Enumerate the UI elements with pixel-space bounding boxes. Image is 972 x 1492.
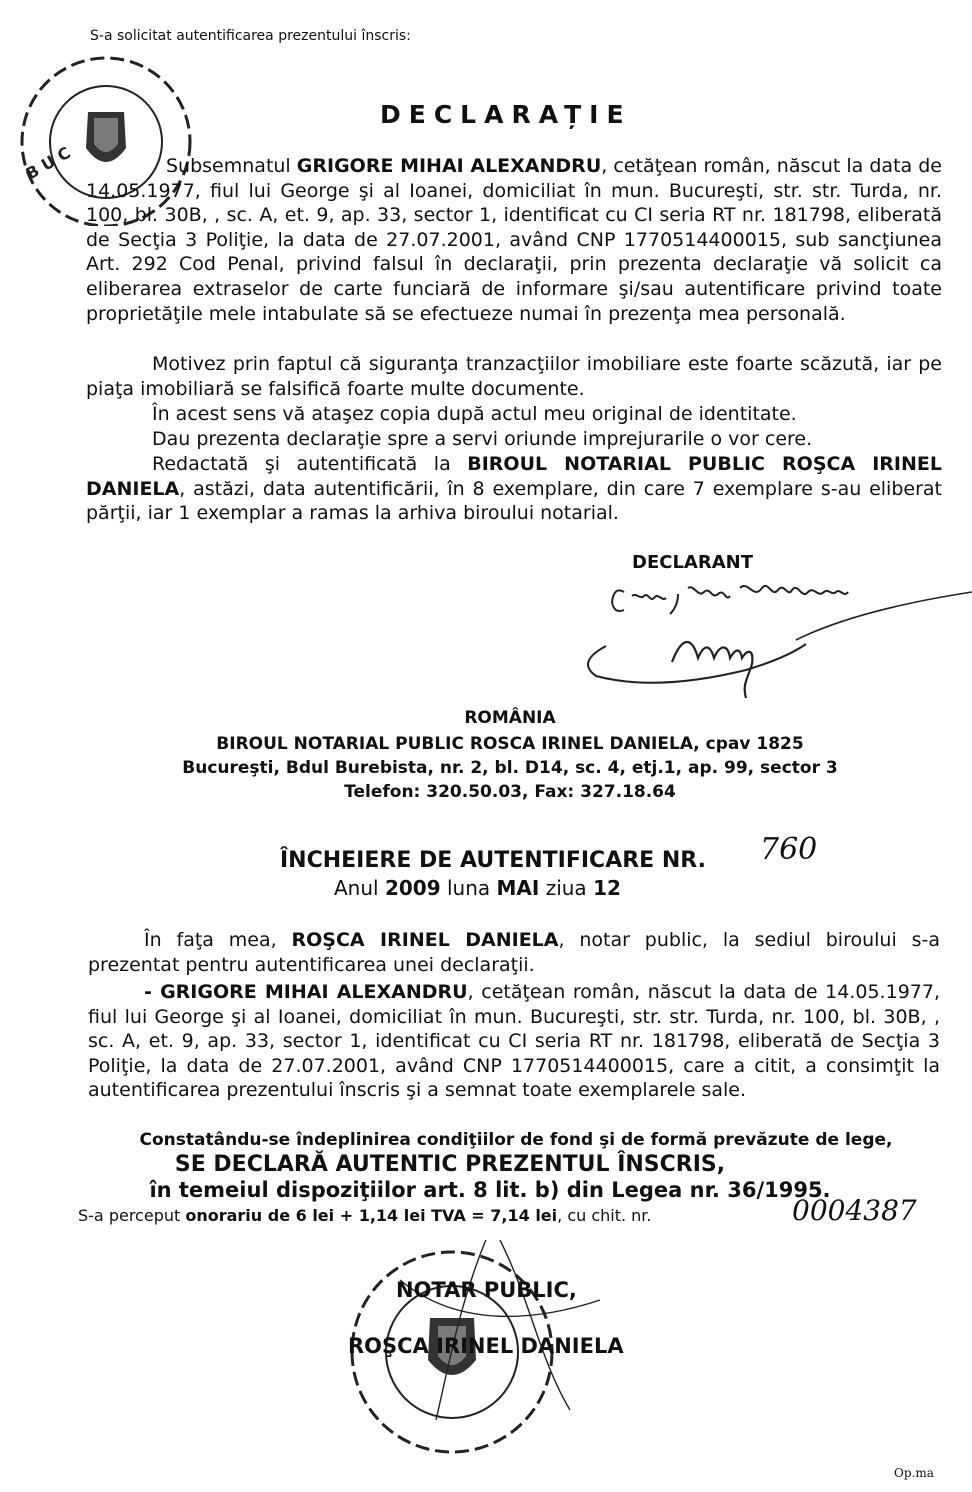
closing-title: ÎNCHEIERE DE AUTENTIFICARE NR. [280, 848, 706, 873]
authenticity-declaration: SE DECLARĂ AUTENTIC PREZENTUL ÎNSCRIS, [174, 1152, 726, 1177]
closing-number-handwritten: 760 [760, 832, 818, 867]
footer-code: Op.ma [894, 1466, 934, 1480]
notary-label: NOTAR PUBLIC, [396, 1278, 577, 1302]
month-value: MAI [496, 876, 540, 900]
declarant-signature [560, 570, 972, 700]
closing-paragraph-2 [88, 980, 940, 1103]
text-fragment: Redactată şi autentificată la [152, 453, 468, 475]
declarant-label: DECLARANT [632, 552, 753, 573]
text-fragment: , notar public, la sediul biroului s-a prezentat pentru autentificarea unei declaraţii. [88, 929, 940, 976]
text-fragment: În faţa mea, [144, 929, 292, 951]
declarant-name-inline: - GRIGORE MIHAI ALEXANDRU [144, 981, 468, 1003]
declaration-paragraph-3: În acest sens vă ataşez copia după actul meu original de identitate. [152, 403, 797, 425]
text-fragment: Subsemnatul [166, 155, 297, 177]
legal-basis: în temeiul dispoziţiilor art. 8 lit. b) din Legea nr. 36/1995. [149, 1178, 831, 1202]
office-address: Bucureşti, Bdul Burebista, nr. 2, bl. D14, sc. 4, etj.1, ap. 99, sector 3 [182, 758, 838, 778]
svg-text:B U C: B U C [22, 142, 74, 184]
notary-name-inline: ROŞCA IRINEL DANIELA [291, 929, 559, 951]
text-fragment: , cetăţean român, născut la data de 14.05.1977, fiul lui George şi al Ioanei, domiciliat în mun. Bucureşti, str. str. Turda, nr. 100, bl. 30B, , sc. A, et. 9, ap. 33, sector 1, identificat cu CI seria RT nr. 181798, eliberată de Secţia 3 Poliţie, la data de 27.07.2001, având CNP 1770514400015, care a citit, a consimţit la autentificarea prezentului înscris şi a semnat toate exemplarele sale. [88, 981, 940, 1102]
declaration-paragraph-2 [86, 352, 942, 401]
declaration-paragraph-1 [86, 154, 942, 326]
request-note: S-a solicitat autentificarea prezentului înscris: [90, 28, 411, 44]
closing-paragraph-1 [88, 928, 940, 977]
day-label: ziua [545, 876, 587, 900]
fee-line [78, 1206, 652, 1225]
closing-date [334, 876, 621, 900]
text-fragment: , cetăţean român, născut la data de 14.05.1977, fiul lui George şi al Ioanei, domiciliat în mun. Bucureşti, str. str. Turda, nr. 100, bl. 30B, , sc. A, et. 9, ap. 33, sector 1, identificat cu CI seria RT nr. 181798, eliberată de Secţia 3 Poliţie, la data de 27.07.2001, având CNP 1770514400015, sub sancţiunea Art. 292 Cod Penal, privind falsul în declaraţii, prin prezenta declaraţie vă solicit ca eliberarea extraselor de carte funciară de informare şi/sau autentificare privind toate proprietăţile mele intabulate să se efectueze numai în prezenţa mea personală. [86, 155, 942, 325]
legal-conditions: Constatându-se îndeplinirea condiţiilor de fond şi de formă prevăzute de lege, [139, 1130, 893, 1150]
text-fragment: , astăzi, data autentificării, în 8 exemplare, din care 7 exemplare s-au eliberat părţii, iar 1 exemplar a ramas la arhiva biroului notarial. [86, 477, 942, 525]
office-name: BIROUL NOTARIAL PUBLIC ROSCA IRINEL DANIELA, cpav 1825 [216, 734, 804, 754]
year-label: Anul [334, 876, 379, 900]
declarant-name: GRIGORE MIHAI ALEXANDRU [296, 155, 602, 177]
receipt-number-handwritten: 0004387 [792, 1194, 917, 1227]
day-value: 12 [593, 876, 621, 900]
declaration-paragraph-4: Dau prezenta declaraţie spre a servi oriunde imprejurarile o vor cere. [152, 428, 813, 450]
notary-name: ROŞCA IRINEL DANIELA [348, 1334, 624, 1358]
declaration-paragraph-5 [86, 452, 942, 526]
year-value: 2009 [384, 876, 441, 900]
office-country: ROMÂNIA [464, 708, 556, 728]
document-title: DECLARAȚIE [380, 100, 632, 129]
month-label: luna [446, 876, 491, 900]
text-fragment: S-a perceput [78, 1206, 186, 1225]
office-phone: Telefon: 320.50.03, Fax: 327.18.64 [344, 782, 676, 802]
fee-amount: onorariu de 6 lei + 1,14 lei TVA = 7,14 lei [185, 1206, 558, 1225]
text-fragment: , cu chit. nr. [557, 1206, 652, 1225]
text-fragment: Motivez prin faptul că siguranţa tranzacţiilor imobiliare este foarte scăzută, iar pe piaţa imobiliară se falsifică foarte multe documente. [86, 353, 942, 400]
notary-office-name: BIROUL NOTARIAL PUBLIC ROŞCA IRINEL DANIELA [86, 453, 942, 500]
